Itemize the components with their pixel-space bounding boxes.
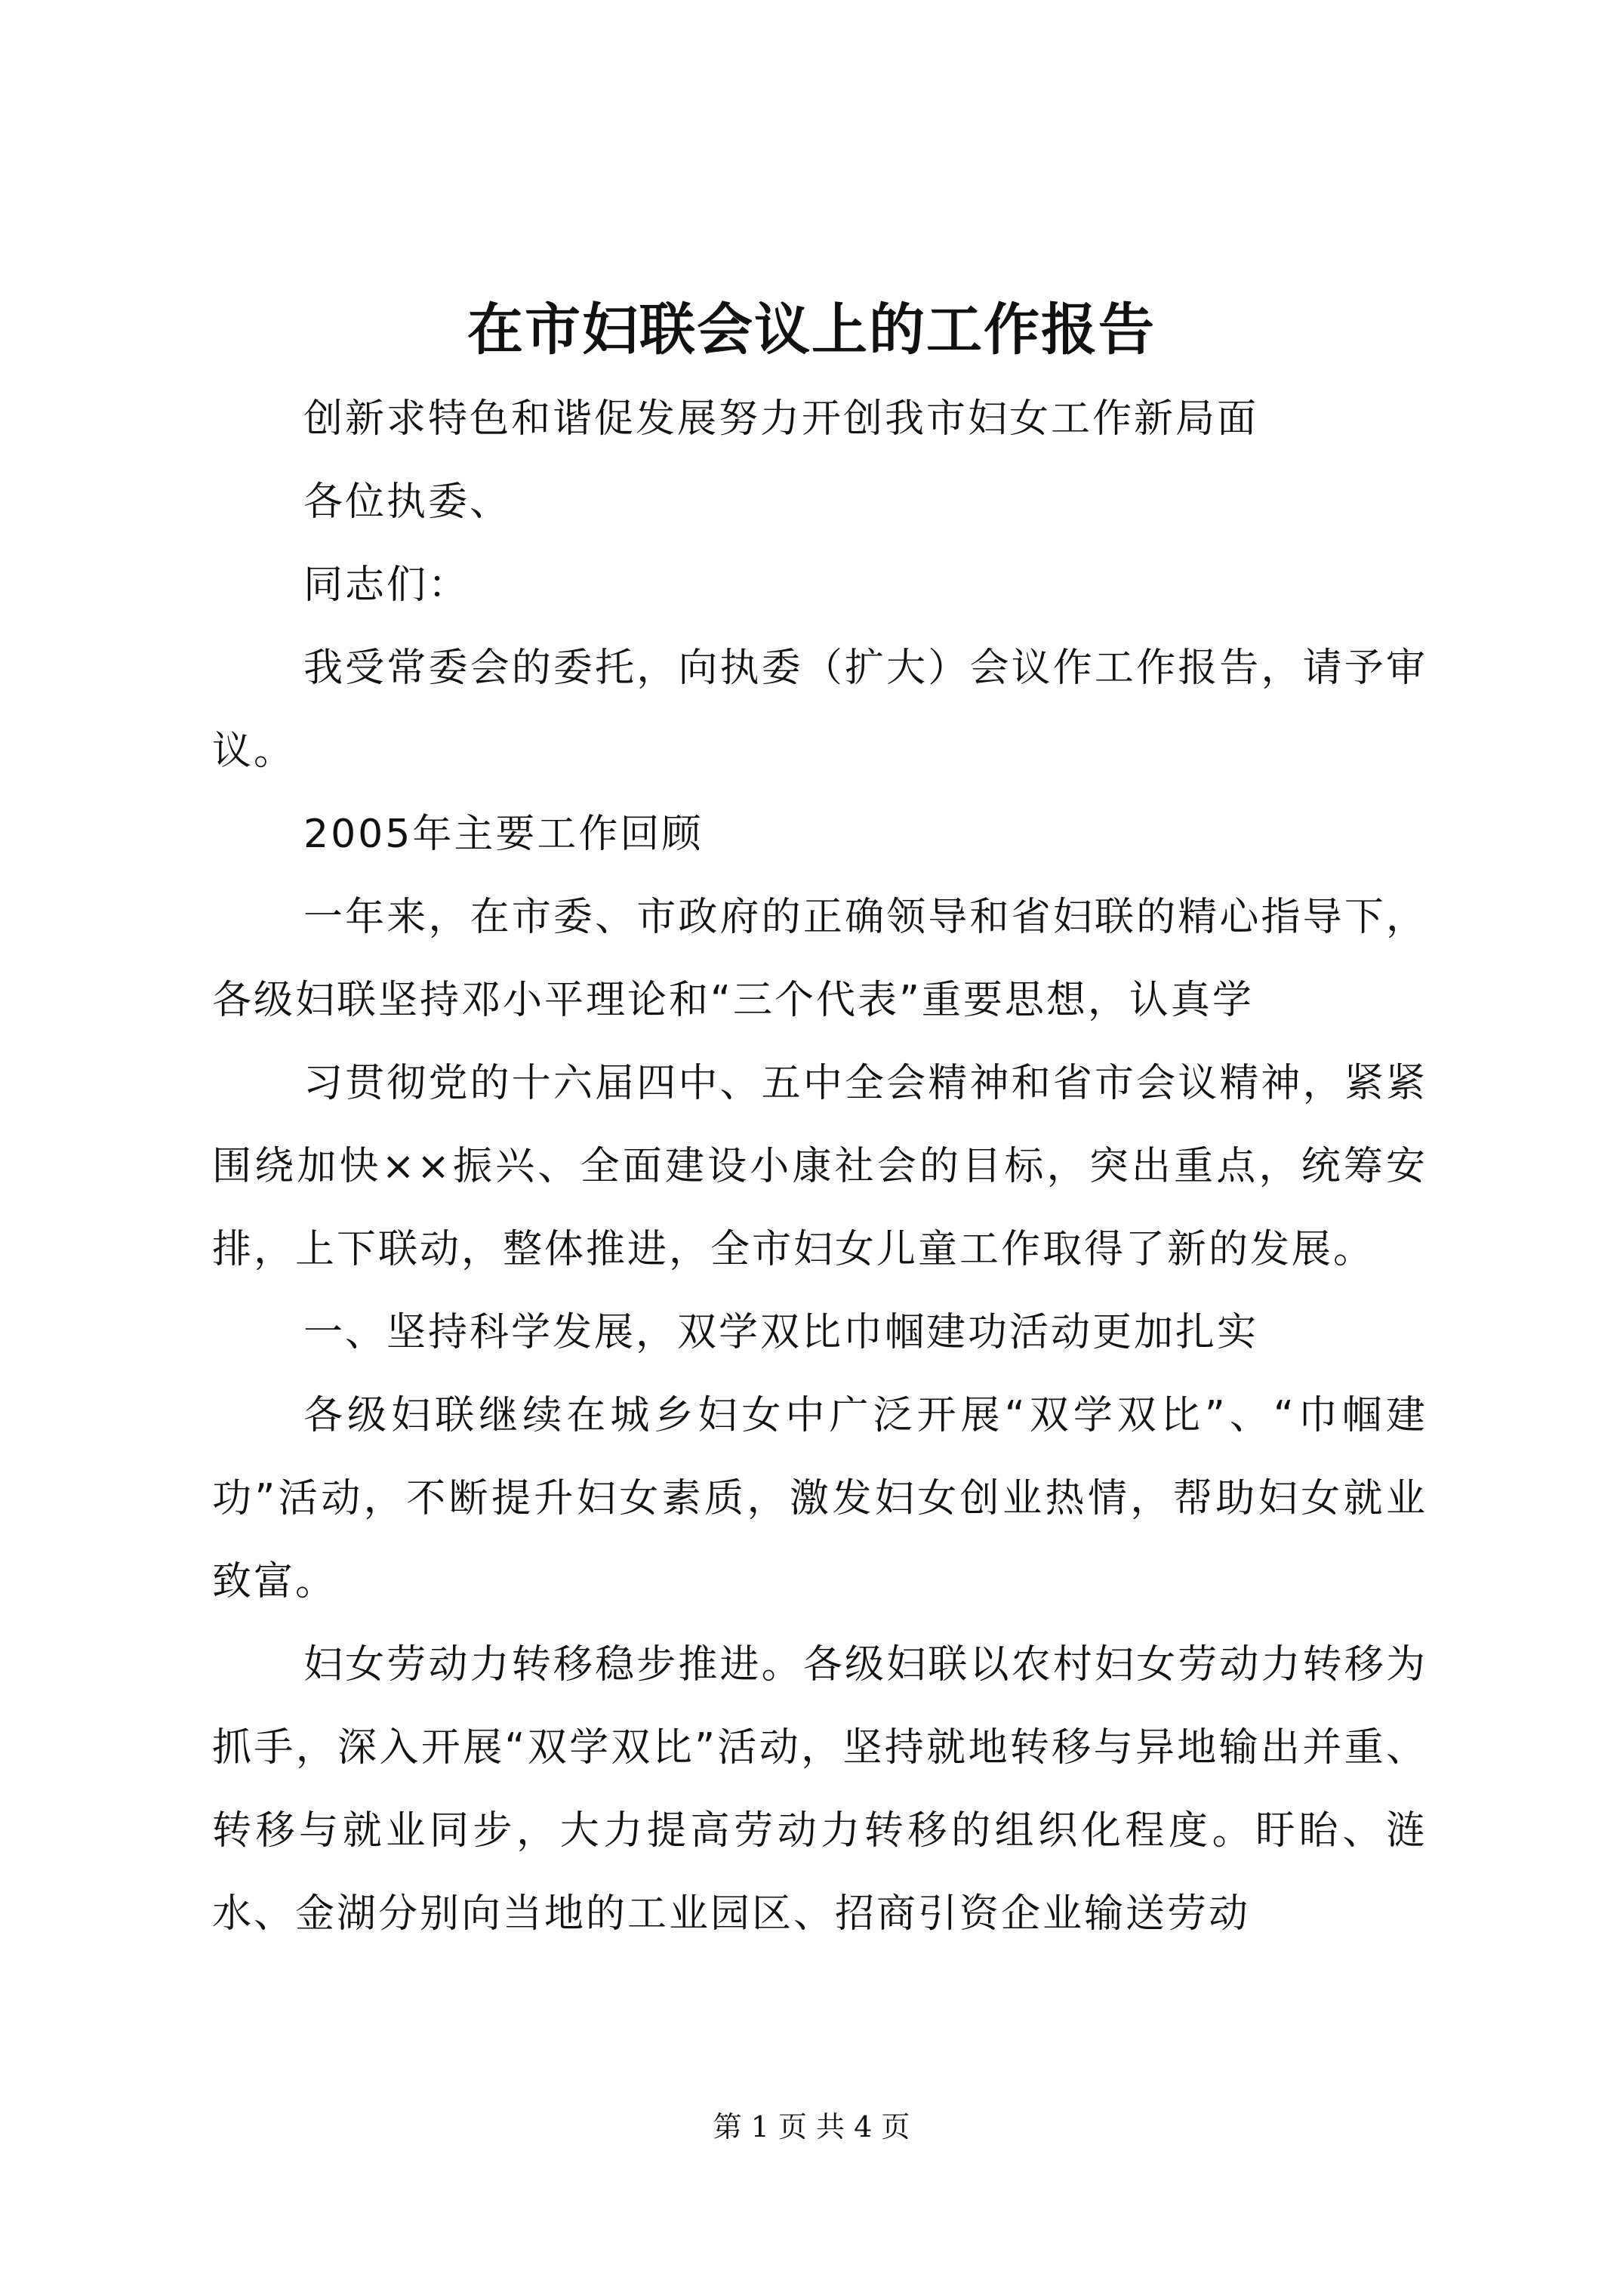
salutation-line-2: 同志们：	[303, 562, 470, 608]
page-number-footer: 第 1 页 共 4 页	[713, 2110, 910, 2143]
salutation-line-1: 各位执委、	[303, 479, 512, 525]
subtitle-paragraph: 创新求特色和谐促发展努力开创我市妇女工作新局面	[303, 396, 1259, 442]
document-title: 在市妇联会议上的工作报告	[467, 297, 1156, 362]
intro-paragraph: 我受常委会的委托，向执委（扩大）会议作工作报告，请予审议。	[212, 646, 1427, 774]
body-paragraph: 习贯彻党的十六届四中、五中全会精神和省市会议精神，紧紧围绕加快××振兴、全面建设小康社会的目标，突出重点，统筹安排，上下联动，整体推进，全市妇女儿童工作取得了新的发展。	[212, 1061, 1427, 1272]
document-body	[212, 378, 1427, 1955]
body-paragraph: 一年来，在市委、市政府的正确领导和省妇联的精心指导下，各级妇联坚持邓小平理论和“三个代表”重要思想，认真学	[212, 895, 1427, 1023]
section-heading-one: 一、坚持科学发展，双学双比巾帼建功活动更加扎实	[303, 1310, 1259, 1355]
body-paragraph: 各级妇联继续在城乡妇女中广泛开展“双学双比”、“巾帼建功”活动，不断提升妇女素质，激发妇女创业热情，帮助妇女就业致富。	[212, 1393, 1427, 1604]
section-heading-review: 2005年主要工作回顾	[303, 812, 704, 857]
body-paragraph: 妇女劳动力转移稳步推进。各级妇联以农村妇女劳动力转移为抓手，深入开展“双学双比”活动，坚持就地转移与异地输出并重、转移与就业同步，大力提高劳动力转移的组织化程度。盱眙、涟水、金湖分别向当地的工业园区、招商引资企业输送劳动	[212, 1642, 1427, 1937]
